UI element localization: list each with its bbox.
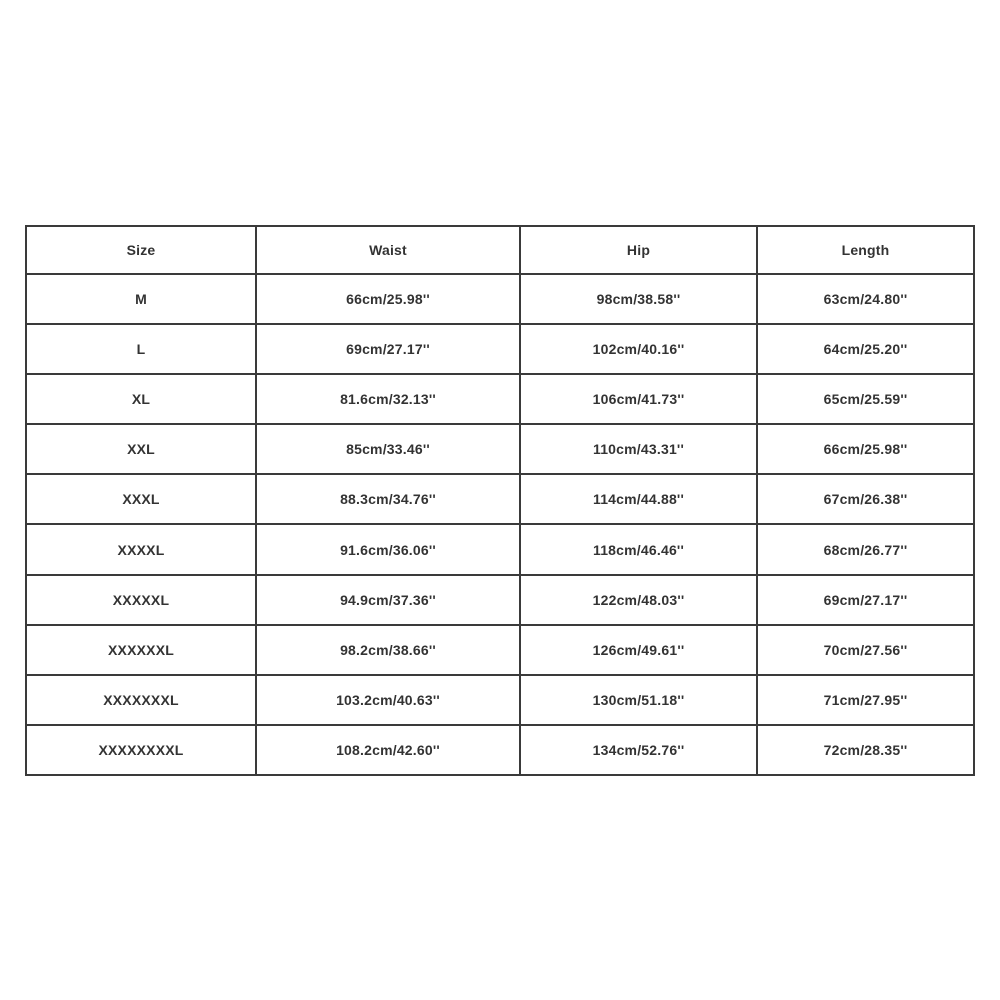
waist-cell: 88.3cm/34.76'' [256, 474, 520, 524]
size-chart-table [25, 225, 975, 776]
hip-cell: 110cm/43.31'' [520, 424, 757, 474]
hip-cell: 114cm/44.88'' [520, 474, 757, 524]
size-cell: XXXXXXXL [26, 675, 256, 725]
table-row [26, 424, 974, 474]
length-cell: 64cm/25.20'' [757, 324, 974, 374]
size-cell: L [26, 324, 256, 374]
table-row [26, 324, 974, 374]
waist-cell: 98.2cm/38.66'' [256, 625, 520, 675]
size-cell: M [26, 274, 256, 324]
waist-cell: 69cm/27.17'' [256, 324, 520, 374]
size-cell: XXXXL [26, 524, 256, 574]
hip-cell: 118cm/46.46'' [520, 524, 757, 574]
table-row [26, 374, 974, 424]
hip-cell: 130cm/51.18'' [520, 675, 757, 725]
table-row [26, 474, 974, 524]
size-cell: XXXXXXXXL [26, 725, 256, 775]
size-cell: XL [26, 374, 256, 424]
length-cell: 70cm/27.56'' [757, 625, 974, 675]
size-cell: XXXXXXL [26, 625, 256, 675]
waist-cell: 85cm/33.46'' [256, 424, 520, 474]
length-cell: 68cm/26.77'' [757, 524, 974, 574]
length-cell: 63cm/24.80'' [757, 274, 974, 324]
header-hip: Hip [520, 226, 757, 274]
table-row [26, 524, 974, 574]
waist-cell: 103.2cm/40.63'' [256, 675, 520, 725]
size-cell: XXXXXL [26, 575, 256, 625]
header-size: Size [26, 226, 256, 274]
waist-cell: 66cm/25.98'' [256, 274, 520, 324]
waist-cell: 81.6cm/32.13'' [256, 374, 520, 424]
hip-cell: 98cm/38.58'' [520, 274, 757, 324]
length-cell: 66cm/25.98'' [757, 424, 974, 474]
size-cell: XXXL [26, 474, 256, 524]
hip-cell: 106cm/41.73'' [520, 374, 757, 424]
header-length: Length [757, 226, 974, 274]
hip-cell: 134cm/52.76'' [520, 725, 757, 775]
waist-cell: 94.9cm/37.36'' [256, 575, 520, 625]
header-waist: Waist [256, 226, 520, 274]
length-cell: 69cm/27.17'' [757, 575, 974, 625]
size-cell: XXL [26, 424, 256, 474]
table-row [26, 575, 974, 625]
hip-cell: 126cm/49.61'' [520, 625, 757, 675]
table-header-row [26, 226, 974, 274]
length-cell: 65cm/25.59'' [757, 374, 974, 424]
table-row [26, 725, 974, 775]
length-cell: 67cm/26.38'' [757, 474, 974, 524]
hip-cell: 102cm/40.16'' [520, 324, 757, 374]
table-row [26, 625, 974, 675]
waist-cell: 108.2cm/42.60'' [256, 725, 520, 775]
hip-cell: 122cm/48.03'' [520, 575, 757, 625]
length-cell: 72cm/28.35'' [757, 725, 974, 775]
length-cell: 71cm/27.95'' [757, 675, 974, 725]
table-row [26, 675, 974, 725]
waist-cell: 91.6cm/36.06'' [256, 524, 520, 574]
table-row [26, 274, 974, 324]
